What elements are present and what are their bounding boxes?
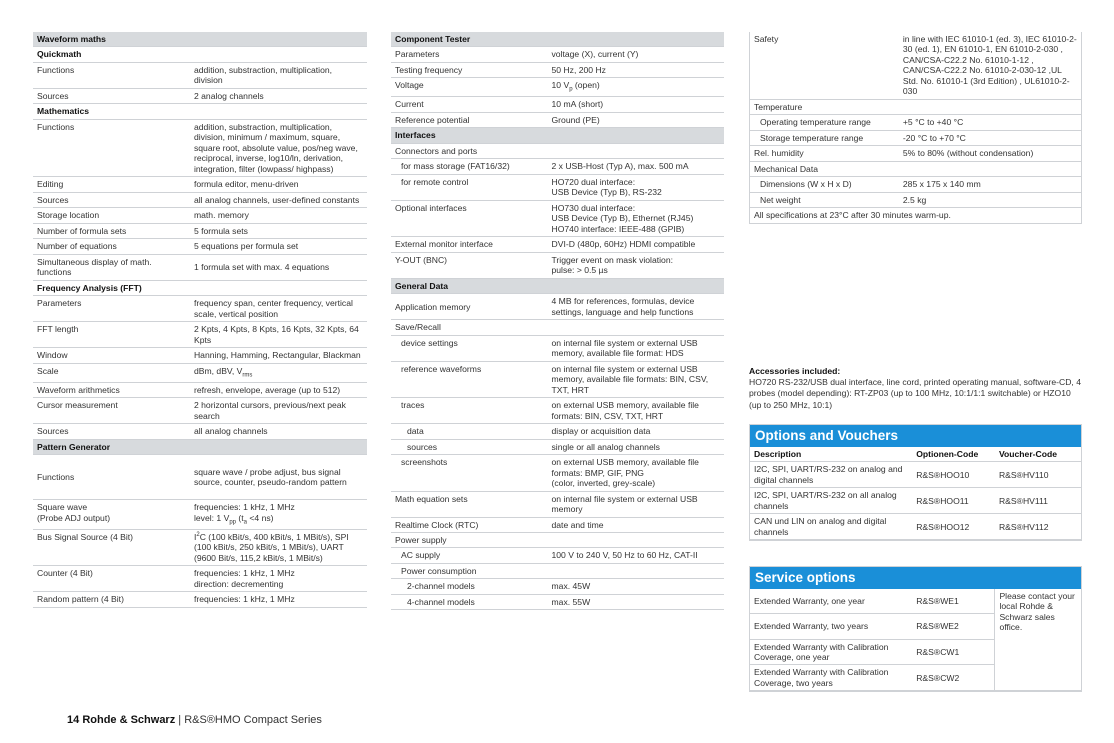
spec-row-editing: [33, 177, 367, 192]
spec-label: Dimensions (W x H x D): [750, 177, 899, 192]
spec-value: square wave / probe adjust, bus signal source, counter, pseudo-random pattern: [190, 455, 367, 500]
spec-table-3: [749, 32, 1082, 224]
service-row: [750, 589, 1081, 613]
spec-row-sources: [33, 192, 367, 207]
spec-value: frequencies: 1 kHz, 1 MHz direction: decrementing: [190, 566, 367, 592]
spec-value: on external USB memory, available file formats: BIN, CSV, TXT, HRT: [548, 398, 725, 424]
spec-value: on internal file system or external USB memory, available file format: HDS: [548, 335, 725, 361]
spec-label: Reference potential: [391, 112, 548, 127]
spec-label: Random pattern (4 Bit): [33, 592, 190, 607]
spec-row-4-channel-models: [391, 594, 724, 609]
spec-label: Sources: [33, 88, 190, 103]
spec-value: on internal file system or external USB memory, available file formats: BIN, CSV, TXT, HRT: [548, 361, 725, 397]
group-label-row: [750, 208, 1082, 223]
spec-column-3: [749, 32, 1082, 224]
spec-label: Waveform arithmetics: [33, 382, 190, 397]
spec-label: Safety: [750, 32, 899, 99]
group-label: Save/Recall: [391, 320, 724, 335]
spec-label: Storage temperature range: [750, 130, 899, 145]
spec-row-2-channel-models: [391, 579, 724, 594]
spec-row-cursor-measurement: [33, 398, 367, 424]
group-label-row: [391, 143, 724, 158]
section-title: General Data: [391, 278, 724, 293]
spec-value: 2 Kpts, 4 Kpts, 8 Kpts, 16 Kpts, 32 Kpts, 64 Kpts: [190, 322, 367, 348]
spec-row-reference-potential: [391, 112, 724, 127]
service-code: R&S®CW2: [912, 665, 995, 691]
spec-row-number-of-equations: [33, 239, 367, 254]
options-voucher-code: R&S®HV111: [995, 488, 1081, 514]
spec-row-square-wave-probe-adj-output: [33, 500, 367, 530]
spec-label: Parameters: [33, 296, 190, 322]
spec-label: data: [391, 424, 548, 439]
spec-label: 4-channel models: [391, 594, 548, 609]
spec-row-bus-signal-source-4-bit: [33, 529, 367, 565]
spec-label: Scale: [33, 363, 190, 382]
spec-label: Net weight: [750, 192, 899, 207]
group-label: All specifications at 23°C after 30 minutes warm-up.: [750, 208, 1082, 223]
spec-row-rel-humidity: [750, 146, 1082, 161]
spec-value: on internal file system or external USB memory: [548, 491, 725, 517]
spec-row-realtime-clock-rtc: [391, 517, 724, 532]
spec-row-voltage: [391, 78, 724, 97]
group-label-row: [391, 320, 724, 335]
spec-label: Number of formula sets: [33, 223, 190, 238]
spec-row-screenshots: [391, 455, 724, 491]
spec-value: max. 45W: [548, 579, 725, 594]
spec-label: Realtime Clock (RTC): [391, 517, 548, 532]
accessories-title: Accessories included:: [749, 366, 841, 376]
options-vouchers-box: [749, 424, 1082, 541]
spec-row-functions: [33, 62, 367, 88]
spec-value: voltage (X), current (Y): [548, 47, 725, 62]
group-label: Temperature: [750, 99, 1082, 114]
service-code: R&S®WE1: [912, 589, 995, 613]
spec-column-1: [33, 32, 367, 608]
spec-row-optional-interfaces: [391, 200, 724, 236]
spec-label: traces: [391, 398, 548, 424]
spec-value: in line with IEC 61010-1 (ed. 3), IEC 61010-2-30 (ed. 1), EN 61010-1, EN 61010-2-030 , CAN/CSA-C22.2 No. 61010-1-12 , CAN/CSA-C22.2 No. 61010-2-030-12 ,UL Std. No. 61010-1 (3rd Edition) , UL61010-2-030: [899, 32, 1082, 99]
spec-row-math-equation-sets: [391, 491, 724, 517]
group-label: Connectors and ports: [391, 143, 724, 158]
spec-value: 50 Hz, 200 Hz: [548, 62, 725, 77]
spec-value: 1 formula set with max. 4 equations: [190, 254, 367, 280]
spec-label: Simultaneous display of math. functions: [33, 254, 190, 280]
spec-value: HO730 dual interface: USB Device (Typ B), Ethernet (RJ45) HO740 interface: IEEE-488 (GPIB): [548, 200, 725, 236]
accessories-text: HO720 RS-232/USB dual interface, line cord, printed operating manual, software-CD, 4 probes (model depending): RT-ZP03 (up to 100 MHz, 10:1/1:1 switchable) or HZO10 (up to 250 MHz, 10:1): [749, 377, 1081, 410]
accessories-section: [749, 366, 1082, 411]
spec-label: 2-channel models: [391, 579, 548, 594]
spec-label: Number of equations: [33, 239, 190, 254]
spec-value: display or acquisition data: [548, 424, 725, 439]
spec-label: FFT length: [33, 322, 190, 348]
section-header: [391, 32, 724, 47]
spec-row-functions: [33, 119, 367, 176]
options-header-option-code: Optionen-Code: [912, 447, 995, 462]
spec-row-storage-temperature-range: [750, 130, 1082, 145]
service-code: R&S®WE2: [912, 613, 995, 639]
service-description: Extended Warranty, two years: [750, 613, 912, 639]
spec-row-ac-supply: [391, 548, 724, 563]
service-options-box: [749, 566, 1082, 692]
spec-row-y-out-bnc: [391, 252, 724, 278]
spec-value: dBm, dBV, $V_{rms}$: [190, 363, 367, 382]
spec-row-device-settings: [391, 335, 724, 361]
spec-value: Trigger event on mask violation: pulse: > 0.5 µs: [548, 252, 725, 278]
spec-table-1: [33, 32, 367, 608]
section-header: [33, 439, 367, 454]
group-label: Mechanical Data: [750, 161, 1082, 176]
spec-label: reference waveforms: [391, 361, 548, 397]
spec-value: frequencies: 1 kHz, 1 MHz: [190, 592, 367, 607]
spec-label: Y-OUT (BNC): [391, 252, 548, 278]
spec-label: Bus Signal Source (4 Bit): [33, 529, 190, 565]
spec-value: all analog channels: [190, 424, 367, 439]
options-table: [750, 447, 1081, 540]
spec-row-safety: [750, 32, 1082, 99]
spec-row-waveform-arithmetics: [33, 382, 367, 397]
spec-label: Operating temperature range: [750, 115, 899, 130]
spec-row-simultaneous-display-of-math-functions: [33, 254, 367, 280]
spec-label: Application memory: [391, 294, 548, 320]
spec-value: +5 °C to +40 °C: [899, 115, 1082, 130]
spec-label: Sources: [33, 424, 190, 439]
page-footer: [67, 714, 322, 726]
spec-label: Rel. humidity: [750, 146, 899, 161]
spec-label: Sources: [33, 192, 190, 207]
spec-label: Counter (4 Bit): [33, 566, 190, 592]
spec-label: device settings: [391, 335, 548, 361]
options-description: I2C, SPI, UART/RS-232 on analog and digital channels: [750, 462, 912, 488]
spec-label: Optional interfaces: [391, 200, 548, 236]
spec-value: $I^2C$ (100 kBit/s, 400 kBit/s, 1 MBit/s), SPI (100 kBit/s, 250 kBit/s, 1 MBit/s), UART (9600 Bit/s, 115,2 kBit/s, 1 MBit/s): [190, 529, 367, 565]
service-code: R&S®CW1: [912, 639, 995, 665]
spec-value: 10 $V_p$ (open): [548, 78, 725, 97]
spec-row-operating-temperature-range: [750, 115, 1082, 130]
spec-value: DVI-D (480p, 60Hz) HDMI compatible: [548, 237, 725, 252]
options-header-description: Description: [750, 447, 912, 462]
spec-row-counter-4-bit: [33, 566, 367, 592]
spec-value: addition, substraction, multiplication, division: [190, 62, 367, 88]
spec-column-2: [391, 32, 724, 610]
spec-label: sources: [391, 439, 548, 454]
spec-row-parameters: [33, 296, 367, 322]
spec-value: refresh, envelope, average (up to 512): [190, 382, 367, 397]
group-label-row: [391, 532, 724, 547]
section-title: Interfaces: [391, 128, 724, 143]
subsection-header: [33, 104, 367, 119]
group-label-row: [750, 161, 1082, 176]
section-header: [391, 128, 724, 143]
spec-value: 2.5 kg: [899, 192, 1082, 207]
spec-label: Testing frequency: [391, 62, 548, 77]
spec-label: for mass storage (FAT16/32): [391, 159, 548, 174]
spec-value: addition, substraction, multiplication, division, minimum / maximum, square, square root, absolute value, pos/neg wave, reciprocal, inverse, log10/ln, derivation, integration, filter (lowpass/ highpass): [190, 119, 367, 176]
options-voucher-code: R&S®HV112: [995, 514, 1081, 540]
options-vouchers-title: Options and Vouchers: [750, 425, 1081, 447]
spec-row-application-memory: [391, 294, 724, 320]
options-option-code: R&S®HOO11: [912, 488, 995, 514]
series-name: R&S®HMO Compact Series: [184, 714, 322, 726]
group-label-row: [750, 99, 1082, 114]
page-number: 14: [67, 714, 80, 726]
spec-value: 5 formula sets: [190, 223, 367, 238]
group-label: Power supply: [391, 532, 724, 547]
spec-row-sources: [391, 439, 724, 454]
service-description: Extended Warranty with Calibration Coverage, one year: [750, 639, 912, 665]
spec-value: math. memory: [190, 208, 367, 223]
options-description: CAN und LIN on analog and digital channels: [750, 514, 912, 540]
spec-row-testing-frequency: [391, 62, 724, 77]
section-header: [33, 32, 367, 47]
spec-row-sources: [33, 424, 367, 439]
spec-label: Voltage: [391, 78, 548, 97]
spec-label: for remote control: [391, 174, 548, 200]
group-label-row: [391, 563, 724, 578]
spec-label: AC supply: [391, 548, 548, 563]
spec-row-functions: [33, 455, 367, 500]
spec-label: Functions: [33, 455, 190, 500]
section-title: Waveform maths: [33, 32, 367, 47]
spec-label: Cursor measurement: [33, 398, 190, 424]
spec-row-net-weight: [750, 192, 1082, 207]
spec-value: -20 °C to +70 °C: [899, 130, 1082, 145]
spec-row-dimensions-w-x-h-x-d: [750, 177, 1082, 192]
subsection-header: [33, 280, 367, 295]
spec-value: frequency span, center frequency, vertical scale, vertical position: [190, 296, 367, 322]
spec-row-for-mass-storage-fat16-32: [391, 159, 724, 174]
options-option-code: R&S®HOO10: [912, 462, 995, 488]
footer-separator: |: [175, 714, 185, 726]
spec-value: 5% to 80% (without condensation): [899, 146, 1082, 161]
spec-value: Ground (PE): [548, 112, 725, 127]
service-contact-note: Please contact your local Rohde & Schwarz sales office.: [995, 589, 1081, 691]
group-label: Power consumption: [391, 563, 724, 578]
options-option-code: R&S®HOO12: [912, 514, 995, 540]
spec-row-traces: [391, 398, 724, 424]
spec-label: Math equation sets: [391, 491, 548, 517]
subsection-header: [33, 47, 367, 62]
spec-value: 285 x 175 x 140 mm: [899, 177, 1082, 192]
spec-value: date and time: [548, 517, 725, 532]
options-description: I2C, SPI, UART/RS-232 on all analog channels: [750, 488, 912, 514]
spec-value: HO720 dual interface: USB Device (Typ B), RS-232: [548, 174, 725, 200]
options-voucher-code: R&S®HV110: [995, 462, 1081, 488]
spec-row-sources: [33, 88, 367, 103]
spec-label: screenshots: [391, 455, 548, 491]
service-description: Extended Warranty with Calibration Coverage, two years: [750, 665, 912, 691]
options-row: [750, 488, 1081, 514]
brand-name: Rohde & Schwarz: [82, 714, 176, 726]
spec-row-random-pattern-4-bit: [33, 592, 367, 607]
spec-label: Current: [391, 97, 548, 112]
spec-label: Editing: [33, 177, 190, 192]
subsection-title: Quickmath: [33, 47, 367, 62]
spec-row-number-of-formula-sets: [33, 223, 367, 238]
options-row: [750, 514, 1081, 540]
spec-label: Parameters: [391, 47, 548, 62]
spec-value: Hanning, Hamming, Rectangular, Blackman: [190, 348, 367, 363]
spec-value: 2 horizontal cursors, previous/next peak search: [190, 398, 367, 424]
spec-value: frequencies: 1 kHz, 1 MHz level: 1 $V_{pp}$ ($t_a <4$ ns): [190, 500, 367, 530]
spec-row-external-monitor-interface: [391, 237, 724, 252]
options-header-row: [750, 447, 1081, 462]
spec-row-fft-length: [33, 322, 367, 348]
service-options-title: Service options: [750, 567, 1081, 589]
spec-value: 100 V to 240 V, 50 Hz to 60 Hz, CAT-II: [548, 548, 725, 563]
spec-label: Window: [33, 348, 190, 363]
spec-label: Functions: [33, 119, 190, 176]
service-description: Extended Warranty, one year: [750, 589, 912, 613]
spec-label: Storage location: [33, 208, 190, 223]
service-table: [750, 589, 1081, 691]
section-title: Component Tester: [391, 32, 724, 47]
spec-table-2: [391, 32, 724, 610]
spec-row-current: [391, 97, 724, 112]
spec-row-reference-waveforms: [391, 361, 724, 397]
spec-value: on external USB memory, available file formats: BMP, GIF, PNG (color, inverted, grey-scale): [548, 455, 725, 491]
spec-value: 2 analog channels: [190, 88, 367, 103]
section-header: [391, 278, 724, 293]
spec-value: formula editor, menu-driven: [190, 177, 367, 192]
spec-value: 4 MB for references, formulas, device settings, language and help functions: [548, 294, 725, 320]
spec-value: all analog channels, user-defined constants: [190, 192, 367, 207]
spec-label: External monitor interface: [391, 237, 548, 252]
spec-row-for-remote-control: [391, 174, 724, 200]
spec-row-data: [391, 424, 724, 439]
section-title: Pattern Generator: [33, 439, 367, 454]
spec-row-storage-location: [33, 208, 367, 223]
spec-label: Functions: [33, 62, 190, 88]
spec-row-window: [33, 348, 367, 363]
spec-value: 10 mA (short): [548, 97, 725, 112]
subsection-title: Frequency Analysis (FFT): [33, 280, 367, 295]
options-header-voucher-code: Voucher-Code: [995, 447, 1081, 462]
spec-value: max. 55W: [548, 594, 725, 609]
spec-value: single or all analog channels: [548, 439, 725, 454]
options-row: [750, 462, 1081, 488]
spec-row-scale: [33, 363, 367, 382]
spec-value: 2 x USB-Host (Typ A), max. 500 mA: [548, 159, 725, 174]
spec-value: 5 equations per formula set: [190, 239, 367, 254]
spec-label: Square wave (Probe ADJ output): [33, 500, 190, 530]
subsection-title: Mathematics: [33, 104, 367, 119]
spec-row-parameters: [391, 47, 724, 62]
